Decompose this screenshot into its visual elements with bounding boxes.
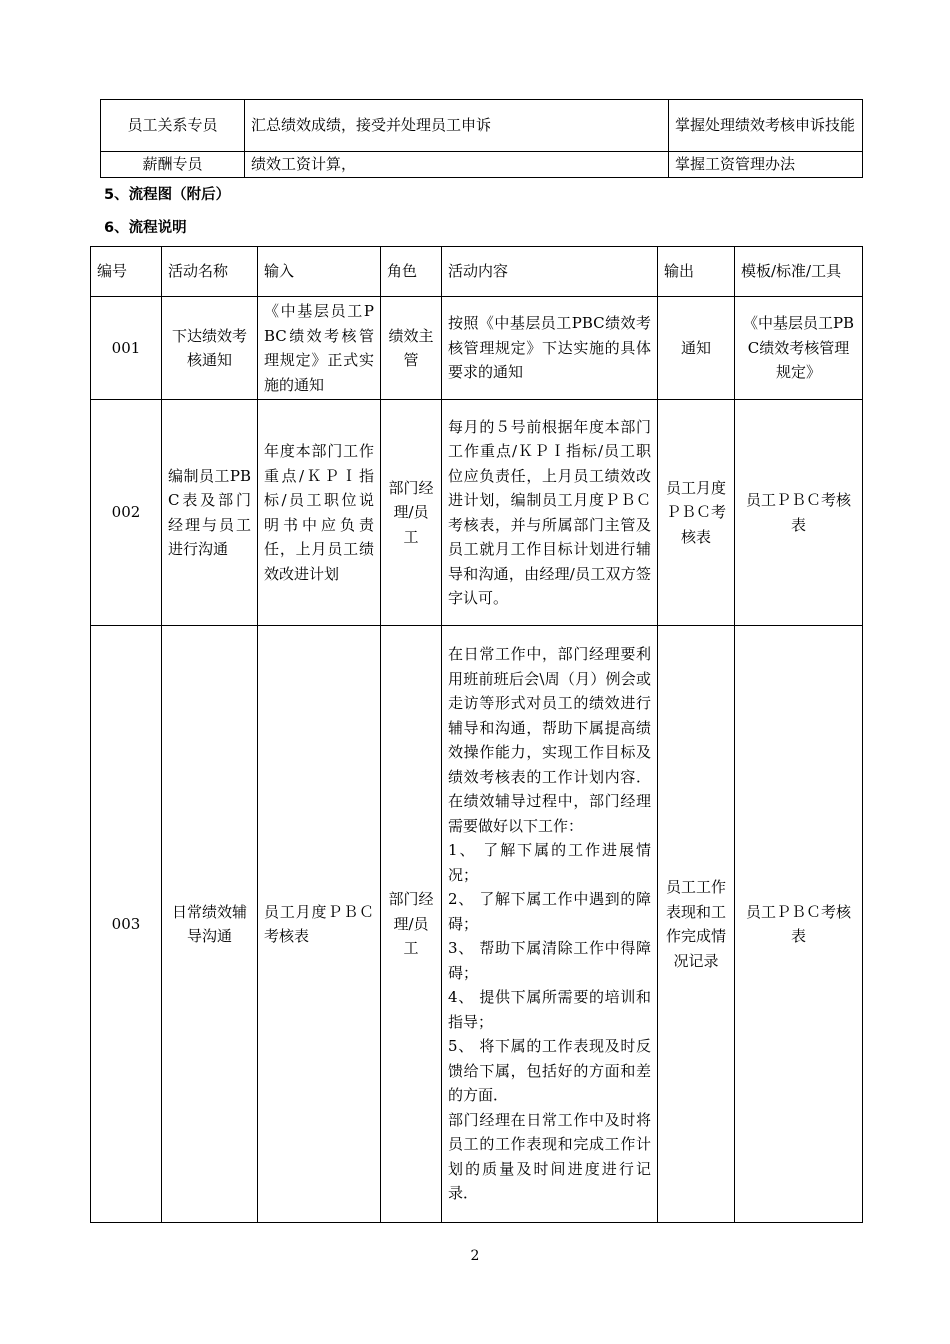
header-row [91,247,863,297]
header-input: 输入 [258,247,381,297]
row-id: 003 [91,626,162,1223]
row-output: 员工工作表现和工作完成情况记录 [658,626,735,1223]
row-activity-name: 日常绩效辅导沟通 [162,626,258,1223]
row-content: 每月的５号前根据年度本部门工作重点/ＫＰＩ指标/员工职位应负责任，上月员工绩效改进计划，编制员工月度ＰＢＣ考核表，并与所属部门主管及员工就月工作目标计划进行辅导和沟通，由经理/员工双方签字认可。 [442,400,658,626]
page-number: 2 [470,1248,480,1264]
duty-cell: 汇总绩效成绩，接受并处理员工申诉 [245,100,669,152]
header-template: 模板/标准/工具 [735,247,863,297]
role-cell: 薪酬专员 [101,152,245,178]
row-content: 按照《中基层员工PBC绩效考核管理规定》下达实施的具体要求的通知 [442,297,658,400]
header-activity-name: 活动名称 [162,247,258,297]
row-input: 《中基层员工PBC绩效考核管理规定》正式实施的通知 [258,297,381,400]
row-output: 员工月度ＰＢＣ考核表 [658,400,735,626]
header-id: 编号 [91,247,162,297]
row-template: 员工ＰＢＣ考核表 [735,400,863,626]
row-role: 部门经理/员工 [381,400,442,626]
row-id: 002 [91,400,162,626]
section-heading-flowchart: 5、流程图（附后） [104,187,231,203]
row-content: 在日常工作中，部门经理要利用班前班后会\周（月）例会或走访等形式对员工的绩效进行辅导和沟通，帮助下属提高绩效操作能力，实现工作目标及绩效考核表的工作计划内容．在绩效辅导过程中，部门经理需要做好以下工作： 1、 了解下属的工作进展情况； 2、 了解下属工作中遇到的障碍； 3、 帮助下属清除工作中得障碍； 4、 提供下属所需要的培训和指导； 5、 将下属的工作表现及时反馈给下属，包括好的方面和差的方面． 部门经理在日常工作中及时将员工的工作表现和完成工作计划的质量及时间进度进行记录． [442,626,658,1223]
row-input: 年度本部门工作重点/ＫＰＩ指标/员工职位说明书中应负责任，上月员工绩效改进计划 [258,400,381,626]
row-role: 绩效主管 [381,297,442,400]
row-activity-name: 下达绩效考核通知 [162,297,258,400]
row-template: 员工ＰＢＣ考核表 [735,626,863,1223]
table-row [91,297,863,400]
section-heading-process: 6、流程说明 [104,220,187,236]
role-cell: 员工关系专员 [101,100,245,152]
process-table [90,246,863,1223]
skill-cell: 掌握工资管理办法 [669,152,863,178]
table-row [101,152,863,178]
header-role: 角色 [381,247,442,297]
row-output: 通知 [658,297,735,400]
row-input: 员工月度ＰＢＣ考核表 [258,626,381,1223]
table-row [91,626,863,1223]
duty-cell: 绩效工资计算， [245,152,669,178]
row-template: 《中基层员工PBC绩效考核管理规定》 [735,297,863,400]
roles-table [100,99,863,178]
table-row [91,400,863,626]
header-content: 活动内容 [442,247,658,297]
row-activity-name: 编制员工PBC表及部门经理与员工进行沟通 [162,400,258,626]
row-id: 001 [91,297,162,400]
skill-cell: 掌握处理绩效考核申诉技能 [669,100,863,152]
header-output: 输出 [658,247,735,297]
row-role: 部门经理/员工 [381,626,442,1223]
table-row [101,100,863,152]
